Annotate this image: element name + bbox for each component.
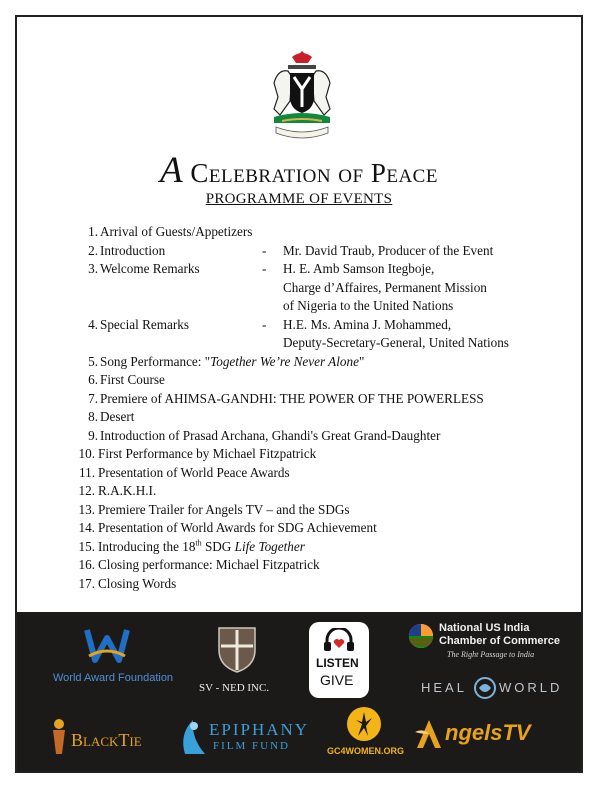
list-item: 5. Song Performance: "Together We’re Never Alone" bbox=[88, 353, 365, 369]
list-item: 16. Closing performance: Michael Fitzpatrick bbox=[78, 557, 320, 572]
programme-list bbox=[78, 223, 581, 593]
list-item-continuation: Deputy-Secretary-General, United Nations bbox=[283, 335, 509, 350]
epiphany-figure-icon bbox=[179, 716, 207, 756]
heal-world-globe-icon bbox=[473, 676, 497, 700]
programme-page bbox=[15, 15, 583, 773]
angels-wing-icon bbox=[415, 718, 445, 752]
list-item: 1. Arrival of Guests/Appetizers bbox=[88, 224, 253, 239]
tie-figure-icon bbox=[49, 718, 69, 756]
list-item: 2. Introduction - Mr. David Traub, Producer of the Event bbox=[88, 242, 494, 258]
list-item: 6. First Course bbox=[88, 372, 165, 387]
sv-ned-logo: SV - NED INC. bbox=[189, 624, 289, 704]
nigeria-coat-of-arms bbox=[268, 47, 336, 143]
nusicc-logo: National US India Chamber of Commerce The Right Passage to India bbox=[407, 620, 577, 670]
epiphany-film-fund-logo: EPIPHANY FILM FUND bbox=[179, 712, 319, 762]
list-item: 7. Premiere of AHIMSA-GANDHI: THE POWER OF THE POWERLESS bbox=[88, 390, 484, 406]
headphones-icon bbox=[323, 628, 355, 652]
sv-ned-shield-icon bbox=[215, 624, 259, 674]
page-subtitle: PROGRAMME OF EVENTS bbox=[205, 191, 393, 207]
list-item: 14. Presentation of World Awards for SDG Achievement bbox=[78, 520, 377, 535]
heal-world-logo: HEAL WORLD bbox=[421, 676, 571, 704]
list-item: 10. First Performance by Michael Fitzpatrick bbox=[78, 446, 317, 461]
world-award-icon bbox=[83, 626, 131, 668]
list-item-continuation: of Nigeria to the United Nations bbox=[283, 298, 454, 313]
list-item: 9. Introduction of Prasad Archana, Ghandi's Great Grand-Daughter bbox=[88, 427, 441, 443]
list-item-continuation: Charge d’Affaires, Permanent Mission bbox=[283, 279, 487, 295]
angels-tv-logo: ngelsTV bbox=[415, 716, 575, 760]
listen-give-logo: LISTEN GIVE bbox=[309, 622, 369, 698]
globe-flags-icon bbox=[407, 622, 435, 650]
sponsors-band bbox=[17, 612, 583, 773]
list-item: 15. Introducing the 18th SDG Life Together bbox=[78, 538, 305, 554]
page-title: A Celebration of Peace bbox=[160, 150, 438, 191]
list-item: 3. Welcome Remarks - H. E. Amb Samson Itegboje, bbox=[88, 261, 435, 276]
gc4women-logo: GC4WOMEN.ORG bbox=[319, 706, 409, 766]
list-item: 8. Desert bbox=[88, 409, 135, 424]
list-item: 4. Special Remarks - H.E. Ms. Amina J. Mohammed, bbox=[88, 316, 452, 332]
list-item: 12. R.A.K.H.I. bbox=[78, 483, 157, 498]
world-award-foundation-logo: World Award Foundation bbox=[53, 626, 163, 696]
list-item: 17. Closing Words bbox=[78, 575, 177, 591]
list-item: 11. Presentation of World Peace Awards bbox=[79, 464, 290, 480]
blacktie-logo: BlackTie bbox=[49, 718, 159, 758]
list-item: 13. Premiere Trailer for Angels TV – and the SDGs bbox=[78, 501, 350, 517]
gc4women-dancer-icon bbox=[346, 706, 382, 742]
